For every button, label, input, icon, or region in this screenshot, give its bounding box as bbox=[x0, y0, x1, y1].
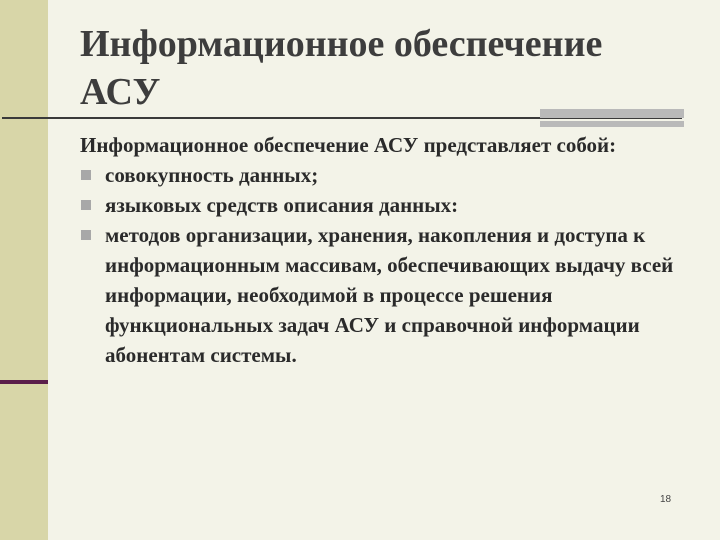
left-accent-bar bbox=[0, 380, 48, 384]
bullet-text: совокупность данных; bbox=[105, 163, 319, 187]
slide-body bbox=[80, 130, 680, 370]
bullet-text: языковых средств описания данных: bbox=[105, 193, 459, 217]
intro-text: Информационное обеспечение АСУ представляет собой: bbox=[80, 133, 617, 157]
bullet-item bbox=[80, 220, 680, 370]
title-divider-accent bbox=[540, 109, 684, 118]
bullet-text: методов организации, хранения, накопления и доступа к информационным массивам, обеспечивающих выдачу всей информации, необходимой в процессе решения функциональных задач АСУ и справочной информации абонентам системы. bbox=[105, 223, 674, 367]
bullet-item bbox=[80, 190, 680, 220]
square-bullet-icon bbox=[81, 230, 91, 240]
page-number: 18 bbox=[660, 494, 672, 505]
slide-title: Информационное обеспечение АСУ bbox=[80, 23, 603, 113]
left-decorative-band bbox=[0, 0, 48, 540]
square-bullet-icon bbox=[81, 200, 91, 210]
square-bullet-icon bbox=[81, 170, 91, 180]
bullet-item bbox=[80, 160, 680, 190]
